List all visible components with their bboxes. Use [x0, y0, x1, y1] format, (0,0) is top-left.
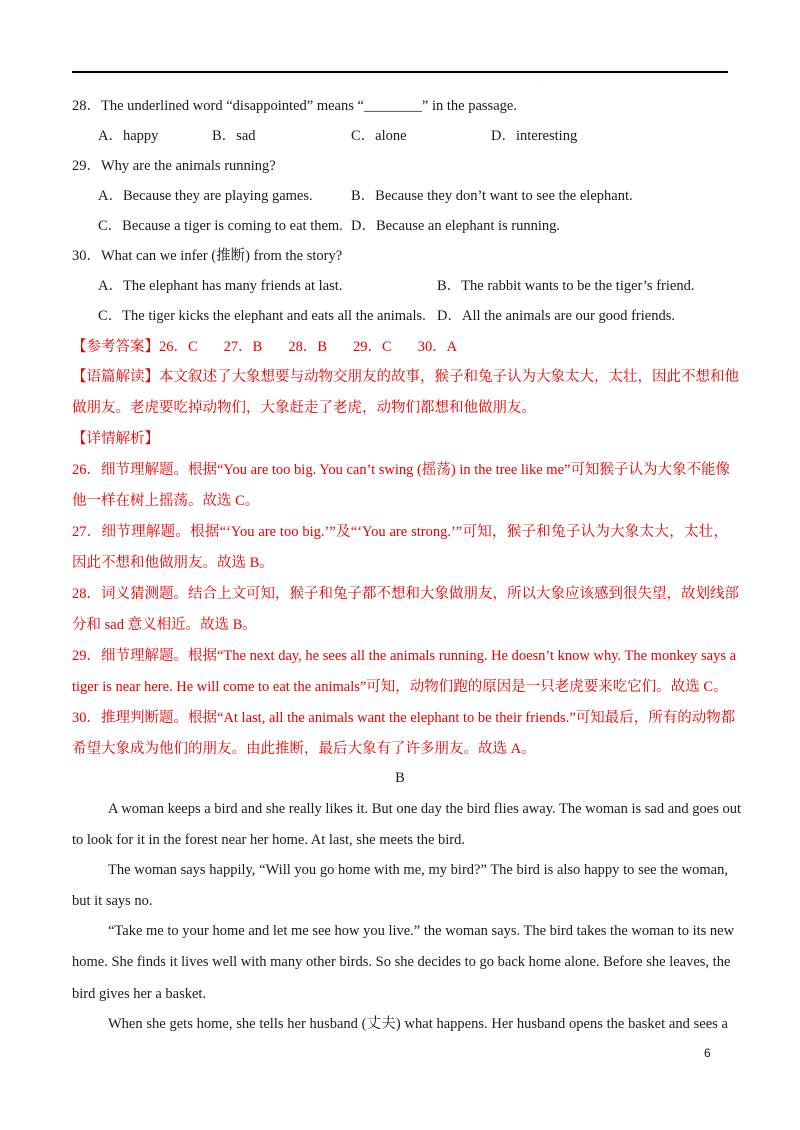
explanation-28-line-1: 28．词义猜测题。结合上文可知，猴子和兔子都不想和大象做朋友，所以大象应该感到很失望，故划线部 — [72, 586, 739, 602]
header-rule — [72, 71, 728, 73]
question-28 — [72, 97, 517, 115]
option-30-a: A．The elephant has many friends at last. — [98, 278, 343, 294]
option-28-b: B．sad — [212, 128, 256, 144]
answer-item: 27．B — [223, 339, 263, 355]
analysis-line-1: 【语篇解读】本文叙述了大象想要与动物交朋友的故事，猴子和兔子认为大象太大，太壮，因此不想和他 — [72, 369, 739, 385]
option-30-d: D．All the animals are our good friends. — [437, 308, 675, 324]
passage-p4-line-1: When she gets home, she tells her husband (丈夫) what happens. Her husband opens the basket and sees a — [108, 1016, 728, 1032]
question-number: 30． — [72, 248, 101, 264]
answer-item: 28．B — [288, 339, 328, 355]
option-29-c: C．Because a tiger is coming to eat them. — [98, 218, 343, 234]
question-stem: The underlined word “disappointed” means “________” in the passage. — [101, 98, 517, 114]
passage-p3-line-3: bird gives her a basket. — [72, 986, 207, 1002]
page-number: 6 — [704, 1046, 711, 1060]
option-28-a: A．happy — [98, 128, 159, 144]
explanation-27-line-2: 因此不想和他做朋友。故选 B。 — [72, 555, 274, 571]
option-28-d: D．interesting — [491, 128, 578, 144]
section-title: B — [395, 770, 405, 786]
option-30-c: C．The tiger kicks the elephant and eats all the animals. — [98, 308, 426, 324]
answer-key-label: 【参考答案】 — [72, 339, 159, 355]
question-29 — [72, 157, 276, 175]
question-stem: Why are the animals running? — [101, 158, 276, 174]
explanation-26-line-2: 他一样在树上摇荡。故选 C。 — [72, 493, 260, 509]
answer-item: 29．C — [353, 339, 392, 355]
option-29-b: B．Because they don’t want to see the elephant. — [351, 188, 633, 204]
option-30-b: B．The rabbit wants to be the tiger’s friend. — [437, 278, 695, 294]
explanation-29-line-1: 29．细节理解题。根据“The next day, he sees all the animals running. He doesn’t know why. The monkey says a — [72, 648, 737, 664]
question-30 — [72, 247, 342, 265]
answer-item: 30．A — [417, 339, 458, 355]
question-stem: What can we infer (推断) from the story? — [101, 248, 343, 264]
analysis-line-2: 做朋友。老虎要吃掉动物们，大象赶走了老虎，动物们都想和他做朋友。 — [72, 400, 536, 416]
analysis-label: 【语篇解读】 — [72, 369, 159, 385]
passage-p3-line-1: “Take me to your home and let me see how you live.” the woman says. The bird takes the woman to its new — [108, 923, 735, 939]
explanation-28-line-2: 分和 sad 意义相近。故选 B。 — [72, 617, 257, 633]
detail-label: 【详情解析】 — [72, 431, 159, 447]
answer-key — [72, 338, 457, 356]
option-29-a: A．Because they are playing games. — [98, 188, 313, 204]
passage-p2-line-1: The woman says happily, “Will you go home with me, my bird?” The bird is also happy to see the woman, — [108, 862, 728, 878]
explanation-27-line-1: 27．细节理解题。根据“‘You are too big.’”及“‘You are strong.’”可知，猴子和兔子认为大象太大，太壮， — [72, 524, 728, 540]
header-dot: · — [541, 80, 543, 86]
passage-p1-line-1: A woman keeps a bird and she really likes it. But one day the bird flies away. The woman is sad and goes out — [108, 801, 742, 817]
explanation-30-line-2: 希望大象成为他们的朋友。由此推断，最后大象有了许多朋友。故选 A。 — [72, 741, 536, 757]
passage-p1-line-2: to look for it in the forest near her home. At last, she meets the bird. — [72, 832, 466, 848]
question-number: 28． — [72, 98, 101, 114]
passage-p2-line-2: but it says no. — [72, 893, 153, 909]
explanation-26-line-1: 26．细节理解题。根据“You are too big. You can’t swing (摇荡) in the tree like me”可知猴子认为大象不能像 — [72, 462, 730, 478]
option-28-c: C．alone — [351, 128, 407, 144]
explanation-30-line-1: 30．推理判断题。根据“At last, all the animals want the elephant to be their friends.”可知最后，所有的动物都 — [72, 710, 736, 726]
passage-p3-line-2: home. She finds it lives well with many other birds. So she decides to go back home alone. Before she leaves, the — [72, 954, 731, 970]
option-29-d: D．Because an elephant is running. — [351, 218, 560, 234]
answer-item: 26．C — [159, 339, 198, 355]
explanation-29-line-2: tiger is near here. He will come to eat the animals”可知，动物们跑的原因是一只老虎要来吃它们。故选 C。 — [72, 679, 728, 695]
question-number: 29． — [72, 158, 101, 174]
